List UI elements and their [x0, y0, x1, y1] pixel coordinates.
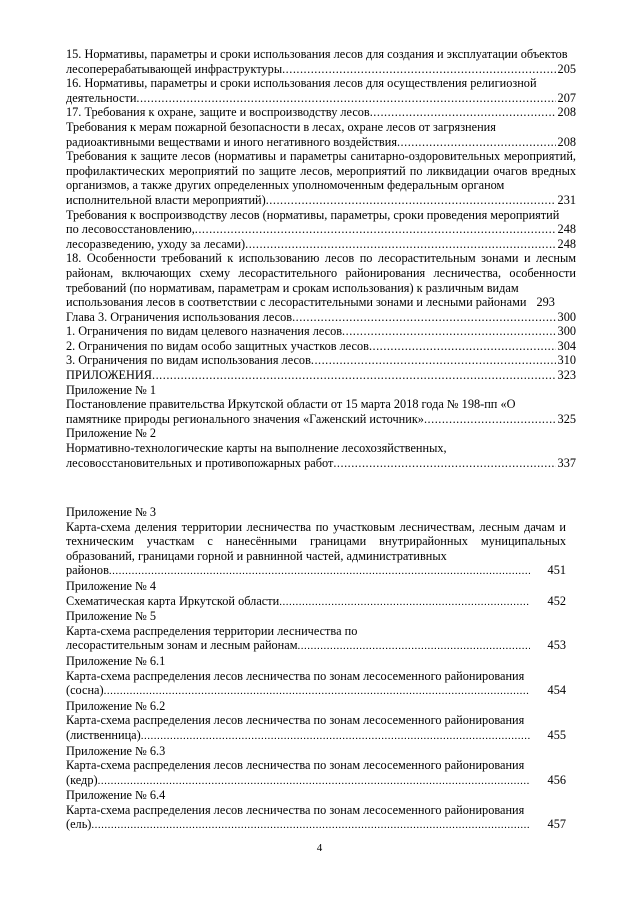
toc-entry-text: Постановление правительства Иркутской области от 15 марта 2018 года № 198-пп «О [66, 397, 516, 412]
toc-entry-title: 3. Ограничения по видам использования лесов [66, 353, 311, 368]
toc-entry[interactable] [66, 397, 576, 426]
toc-page-number: 337 [557, 455, 576, 470]
appendix-heading: Приложение № 6.3 [66, 743, 166, 758]
toc-entry-title: лесовосстановительных и противопожарных работ [66, 455, 334, 470]
toc-entry[interactable] [66, 594, 566, 610]
toc-page-number: 456 [547, 772, 566, 787]
appendix-heading: Приложение № 6.1 [66, 653, 166, 668]
page-number: 4 [316, 842, 323, 854]
dot-leader [333, 456, 555, 471]
toc-entry-text: Нормативно-технологические карты на выполнение лесохозяйственных, [66, 441, 447, 456]
toc-entry[interactable] [66, 339, 576, 354]
toc-entry-text: Карта-схема распределения лесов лесничества по зонам лесосеменного районирования [66, 758, 525, 773]
dot-leader [282, 62, 555, 77]
dot-leader [342, 324, 556, 339]
toc-page-number: 452 [547, 593, 566, 608]
toc-entry-text: Требования к воспроизводству лесов (нормативы, параметры, сроки проведения мероприятий [66, 207, 560, 222]
toc-entry-title: по лесовосстановлению, [66, 222, 195, 237]
dot-leader [266, 193, 556, 208]
toc-entry[interactable] [66, 713, 566, 743]
toc-entry[interactable] [66, 208, 576, 237]
toc-entry[interactable] [66, 520, 566, 579]
toc-page-number: 205 [557, 61, 576, 76]
toc-page-number: 207 [557, 90, 576, 105]
toc-entry-title: ПРИЛОЖЕНИЯ [66, 368, 153, 383]
toc-page-number: 454 [547, 683, 566, 698]
dot-leader [195, 222, 556, 237]
dot-leader [397, 135, 556, 150]
toc-entry[interactable] [66, 105, 576, 120]
toc-page-number: 293 [536, 295, 555, 310]
toc-entry-title: районов [66, 563, 109, 578]
toc-entry-title: лесоразведению, уходу за лесами) [66, 236, 246, 251]
dot-leader [109, 564, 530, 579]
toc-page-number: 457 [547, 817, 566, 832]
toc-entry[interactable] [66, 624, 566, 654]
toc-entry-title: памятнике природы регионального значения «Гаженский источник» [66, 411, 424, 426]
dot-leader [298, 639, 531, 654]
toc-entry[interactable] [66, 324, 576, 339]
dot-leader [311, 353, 556, 368]
appendix-heading: Приложение № 3 [66, 505, 157, 519]
toc-entry-text: 15. Нормативы, параметры и сроки использования лесов для создания и эксплуатации объектов [66, 47, 568, 61]
table-of-contents-part-1 [66, 47, 576, 470]
dot-leader [292, 310, 555, 325]
toc-entry[interactable] [66, 441, 576, 470]
toc-entry-text: Карта-схема распределения лесов лесничества по зонам лесосеменного районирования [66, 802, 525, 817]
toc-entry-title: 1. Ограничения по видам целевого назначения лесов [66, 324, 343, 339]
toc-entry[interactable] [66, 237, 576, 252]
toc-entry-title: (ель) [66, 817, 92, 832]
toc-entry-text: Карта-схема деления территории лесничества по участковым лесничествам, лесным дачам и техническим участкам с нанесёнными границами внутрирайонных муниципальных образований, границами горной и равнинной частей, административных [66, 519, 566, 563]
toc-entry-title: Схематическая карта Иркутской области [66, 593, 280, 608]
toc-entry-title: Глава 3. Ограничения использования лесов [66, 309, 293, 324]
toc-page-number: 451 [547, 563, 566, 578]
dot-leader [152, 368, 556, 383]
toc-entry[interactable] [66, 803, 566, 833]
dot-leader [91, 818, 530, 833]
toc-entry[interactable] [66, 47, 576, 76]
toc-entry-text: 18. Особенности требований к использованию лесов по лесорастительным зонами и лесным районам, включающих схему лесорастительного районирования лесничества, особенности требований (по нормативам, параметрам и срокам использования) к различным видам [66, 251, 576, 295]
appendix-heading: Приложение № 5 [66, 609, 157, 624]
dot-leader [424, 412, 556, 427]
toc-page-number: 208 [557, 134, 576, 149]
toc-page-number: 248 [557, 222, 576, 237]
toc-entry-text: Требования к защите лесов (нормативы и параметры санитарно-оздоровительных мероприятий, профилактических мероприятий по защите лесов, мероприятий по ликвидации очагов вредных организмов, а также других определенных уполномоченным федеральным органом [66, 149, 576, 193]
toc-entry-title: (сосна) [66, 683, 104, 698]
toc-entry[interactable] [66, 149, 576, 207]
dot-leader [245, 237, 555, 252]
toc-entry-text: 16. Нормативы, параметры и сроки использования лесов для осуществления религиозной [66, 76, 537, 91]
toc-entry[interactable] [66, 353, 576, 368]
toc-entry-title: 17. Требования к охране, защите и воспроизводству лесов [66, 105, 370, 120]
toc-page-number: 300 [557, 309, 576, 324]
toc-entry-title: использования лесов в соответствии с лесорастительными зонами и лесными районами [66, 295, 527, 310]
dot-leader [98, 774, 530, 789]
dot-leader [104, 684, 530, 699]
toc-page-number: 325 [557, 411, 576, 426]
toc-entry-title: (кедр) [66, 772, 98, 787]
toc-entry[interactable] [66, 669, 566, 699]
dot-leader [279, 595, 530, 610]
toc-entry-title: 2. Ограничения по видам особо защитных участков лесов [66, 338, 369, 353]
toc-entry-title: исполнительной власти мероприятий) [66, 192, 266, 207]
toc-page-number: 231 [557, 192, 576, 207]
appendix-heading: Приложение № 4 [66, 578, 157, 593]
toc-entry-title: лесорастительным зонам и лесным районам [66, 638, 298, 653]
toc-page-number: 323 [557, 368, 576, 383]
toc-page-number: 304 [557, 338, 576, 353]
toc-page-number: 208 [557, 105, 576, 120]
toc-page-number: 310 [557, 353, 576, 368]
appendix-heading: Приложение № 6.2 [66, 698, 166, 713]
toc-entry[interactable] [66, 251, 576, 309]
toc-entry-title: деятельности [66, 90, 137, 105]
toc-entry[interactable] [66, 368, 576, 383]
toc-page-number: 248 [557, 236, 576, 251]
toc-entry[interactable] [66, 120, 576, 149]
toc-entry-title: (лиственница) [66, 727, 141, 742]
toc-entry[interactable] [66, 758, 566, 788]
toc-entry-text: Карта-схема распределения лесов лесничества по зонам лесосеменного районирования [66, 668, 525, 683]
appendix-heading: Приложение № 1 [66, 382, 157, 397]
dot-leader [370, 105, 556, 120]
toc-page-number: 300 [557, 324, 576, 339]
appendix-heading: Приложение № 2 [66, 426, 157, 441]
dot-leader [369, 339, 556, 354]
toc-page-number: 453 [547, 638, 566, 653]
toc-entry-text: Карта-схема распределения лесов лесничества по зонам лесосеменного районирования [66, 713, 525, 728]
dot-leader [136, 91, 555, 106]
toc-entry[interactable] [66, 76, 576, 105]
toc-entry[interactable] [66, 310, 576, 325]
toc-entry-title: лесоперерабатывающей инфраструктуры [66, 61, 283, 76]
toc-page-number: 455 [547, 727, 566, 742]
dot-leader [141, 729, 530, 744]
toc-entry-title: радиоактивными веществами и иного негативного воздействия [66, 134, 397, 149]
toc-entry-text: Требования к мерам пожарной безопасности в лесах, охране лесов от загрязнения [66, 119, 496, 134]
table-of-contents-part-2 [66, 505, 566, 833]
toc-entry-text: Карта-схема распределения территории лесничества по [66, 623, 358, 638]
appendix-heading: Приложение № 6.4 [66, 788, 166, 803]
